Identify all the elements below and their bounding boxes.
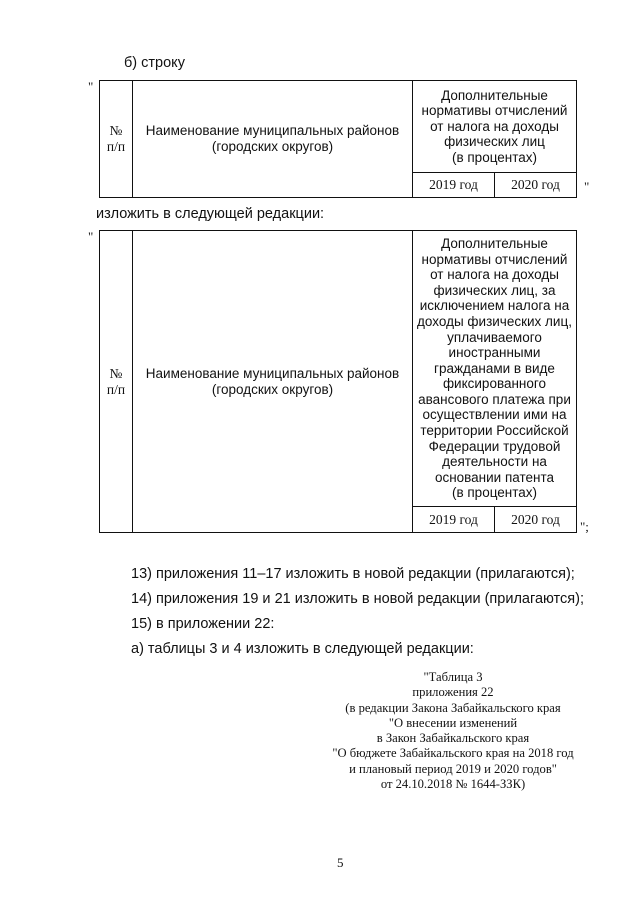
reference-line: (в редакции Закона Забайкальского края: [345, 700, 561, 715]
year-2020: 2020 год: [511, 177, 560, 193]
page-number: 5: [337, 855, 344, 870]
norm-header: Дополнительные нормативы отчислений от налога на доходы физических лиц, за исключением налога на доходы физических лиц, уплачиваемого иностранными гражданами в виде фиксированного авансового платежа при осуществлении ими на территории Российской Федерации трудовой деятельности на основании патента (в процентах): [417, 235, 572, 501]
table-old: [99, 80, 577, 198]
quote-close-1: ": [584, 179, 590, 194]
quote-open-1: ": [88, 79, 94, 94]
name-header-cell: [133, 231, 413, 533]
list-item: 14) приложения 19 и 21 изложить в новой редакции (прилагаются);: [131, 591, 584, 607]
table-reference-block: [318, 670, 588, 792]
num-header-cell: [100, 231, 133, 533]
reference-line: "О бюджете Забайкальского края на 2018 год: [332, 746, 574, 761]
num-header: № п/п: [106, 123, 126, 154]
name-header: Наименование муниципальных районов (городских округов): [145, 365, 400, 397]
intro-line: б) строку: [124, 55, 185, 71]
year-2020: 2020 год: [511, 511, 560, 527]
norm-header-cell: [413, 231, 577, 507]
reference-line: от 24.10.2018 № 1644-ЗЗК): [380, 777, 526, 792]
reference-line: приложения 22: [412, 685, 494, 700]
year-2020-cell: [495, 173, 577, 198]
name-header: Наименование муниципальных районов (городских округов): [145, 123, 400, 154]
year-2019: 2019 год: [429, 177, 478, 193]
num-header: № п/п: [106, 365, 126, 397]
norm-header: Дополнительные нормативы отчислений от налога на доходы физических лиц (в процентах): [421, 87, 568, 165]
year-2019-cell: [413, 507, 495, 533]
statement-line: изложить в следующей редакции:: [96, 206, 325, 222]
table-new: [99, 230, 577, 533]
reference-line: и плановый период 2019 и 2020 годов": [349, 761, 557, 776]
reference-line: "О внесении изменений: [388, 715, 518, 730]
quote-open-2: ": [88, 229, 94, 244]
quote-close-2: ";: [580, 519, 589, 534]
year-2019: 2019 год: [429, 511, 478, 527]
list-item: 13) приложения 11–17 изложить в новой редакции (прилагаются);: [131, 566, 575, 582]
norm-header-cell: [413, 81, 577, 173]
reference-line: в Закон Забайкальского края: [376, 731, 530, 746]
list-item: а) таблицы 3 и 4 изложить в следующей редакции:: [131, 641, 474, 657]
name-header-cell: [133, 81, 413, 198]
list-item: 15) в приложении 22:: [131, 616, 275, 632]
reference-line: "Таблица 3: [423, 670, 483, 684]
year-2019-cell: [413, 173, 495, 198]
num-header-cell: [100, 81, 133, 198]
year-2020-cell: [495, 507, 577, 533]
